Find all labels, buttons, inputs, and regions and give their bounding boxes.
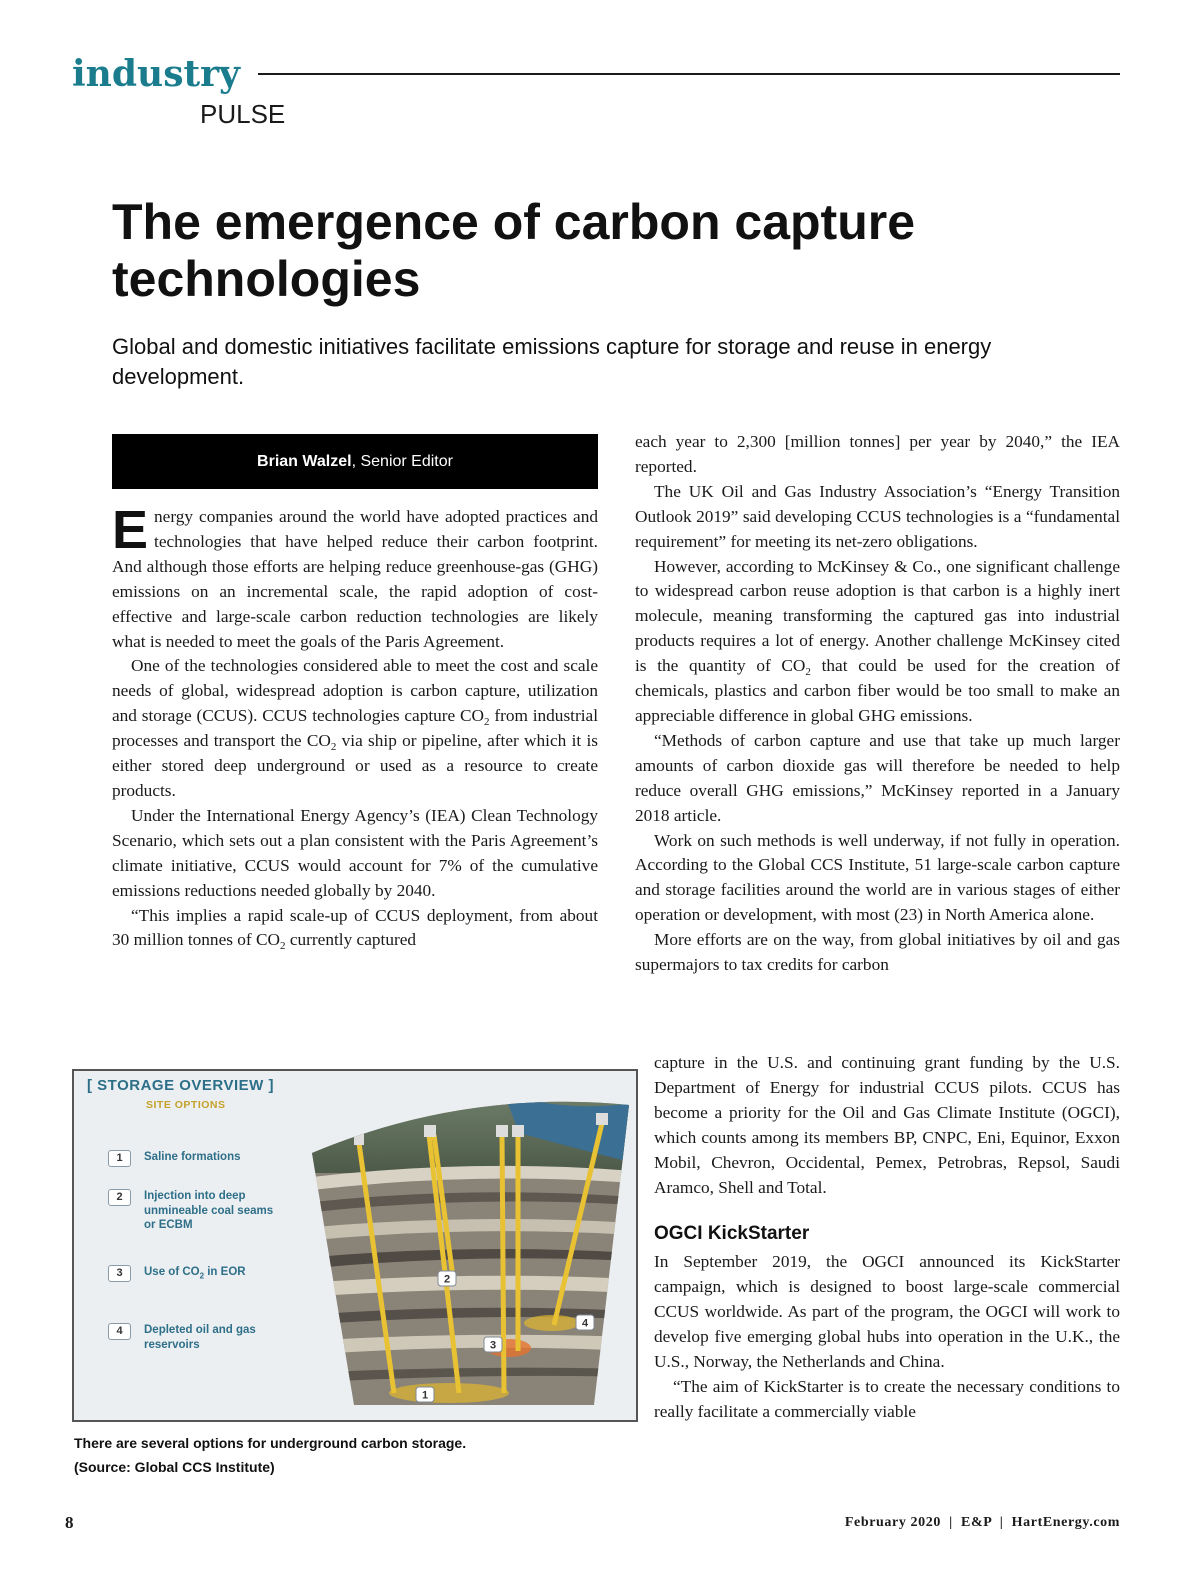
byline-role: , Senior Editor	[351, 452, 453, 470]
paragraph-2: One of the technologies considered able to meet the cost and scale needs of global, widespread adoption is carbon capture, utilization and storage (CCUS). CCUS technologies capture $CO_2$ from industrial processes and transport the $CO_2$ via ship or pipeline, after which it is either stored deep underground or used as a resource to create products.	[112, 656, 598, 800]
subhead-ogci-kickstarter: OGCI KickStarter	[654, 1223, 810, 1245]
geology-cross-section-illustration	[304, 1093, 634, 1418]
paragraph-5: The UK Oil and Gas Industry Association’s “Energy Transition Outlook 2019” said developing CCUS technologies is a “fundamental requirement” for meeting its net-zero obligations.	[635, 481, 1120, 551]
byline-name: Brian Walzel	[257, 452, 352, 470]
paragraph-1: Energy companies around the world have adopted practices and technologies that have helped reduce their carbon footprint. And although those efforts are helping reduce greenhouse-gas (GHG) emissions on an incremental scale, the rapid adoption of cost-effective and large-scale carbon reduction technologies are likely what is needed to meet the goals of the Paris Agreement.	[112, 500, 598, 651]
figure-item-label: Injection into deep unmineable coal seams or ECBM	[144, 1190, 274, 1231]
drop-cap: E	[112, 500, 149, 560]
figure-title: [ STORAGE OVERVIEW ]	[87, 1077, 274, 1094]
figure-item-number: 1	[108, 1150, 131, 1167]
byline-bar	[112, 434, 598, 489]
figure-marker-4-label: 4	[581, 1317, 589, 1330]
paragraph-4-continued: each year to 2,300 [million tonnes] per year by 2040,” the IEA reported.	[635, 432, 1120, 476]
figure-item-label: Depleted oil and gas reservoirs	[144, 1324, 256, 1351]
paragraph-10: In September 2019, the OGCI announced its KickStarter campaign, which is designed to boost large-scale commercial CCUS worldwide. As part of the program, the OGCI will work to develop five emerging global hubs into operation in the U.K., the U.S., Norway, the Netherlands and China.	[654, 1252, 1120, 1372]
paragraph-11: “The aim of KickStarter is to create the necessary conditions to really facilitate a commercially viable	[654, 1376, 1120, 1421]
paragraph-9-start: More efforts are on the way, from global initiatives by oil and gas supermajors to tax credits for carbon	[635, 930, 1120, 975]
figure-item-label: Saline formations	[144, 1151, 241, 1163]
figure-caption	[74, 1431, 634, 1479]
section-title-pulse: PULSE	[200, 99, 286, 129]
paragraph-7: “Methods of carbon capture and use that take up much larger amounts of carbon dioxide gas will therefore be needed to help reduce overall GHG emissions,” McKinsey reported in a January 2018 article.	[635, 730, 1120, 825]
page-number: 8	[65, 1513, 74, 1532]
footer-publication: February 2020 | E&P | HartEnergy.com	[844, 1515, 1120, 1530]
paragraph-4: “This implies a rapid scale-up of CCUS deployment, from about 30 million tonnes of $CO_2$ currently captured	[112, 905, 598, 953]
paragraph-6: However, according to McKinsey & Co., one significant challenge to widespread carbon reuse adoption is that carbon is a highly inert molecule, meaning transforming the captured gas into industrial products requires a lot of energy. Another challenge McKinsey cited is the quantity of $CO_2$ that could be used for the creation of chemicals, plastics and carbon fiber would be too small to make an appreciable difference in global GHG emissions.	[635, 556, 1120, 725]
paragraph-9-continued: capture in the U.S. and continuing grant funding by the U.S. Department of Energy for industrial CCUS pilots. CCUS has become a priority for the Oil and Gas Climate Institute (OGCI), which counts among its members BP, CNPC, Eni, Equinor, Exxon Mobil, Chevron, Occidental, Pemex, Petrobras, Repsol, Saudi Aramco, Shell and Total.	[654, 1053, 1120, 1197]
section-rule	[258, 73, 1120, 75]
figure-caption-source: (Source: Global CCS Institute)	[74, 1459, 275, 1475]
figure-item-number: 2	[108, 1189, 131, 1206]
figure-caption-text: There are several options for underground carbon storage.	[74, 1435, 467, 1451]
column-right	[635, 430, 1120, 978]
figure-item-label: Use of $CO_2$ in EOR	[144, 1266, 246, 1281]
headline: The emergence of carbon capture technologies	[112, 194, 916, 307]
storage-overview-figure	[72, 1069, 638, 1422]
figure-item-number: 3	[108, 1265, 131, 1282]
column-right-indented	[654, 1051, 1120, 1425]
figure-marker-1-label: 1	[421, 1389, 429, 1402]
section-title-industry: industry	[72, 53, 240, 95]
figure-subtitle: SITE OPTIONS	[146, 1099, 226, 1111]
paragraph-8: Work on such methods is well underway, if not fully in operation. According to the Global CCS Institute, 51 large-scale carbon capture and storage facilities around the world are in various stages of either operation or development, with most (23) in North America alone.	[635, 830, 1120, 925]
column-left	[112, 500, 598, 953]
figure-marker-2-label: 2	[443, 1273, 451, 1286]
paragraph-3: Under the International Energy Agency’s (IEA) Clean Technology Scenario, which sets out a plan consistent with the Paris Agreement’s climate initiative, CCUS would account for 7% of the cumulative emissions reductions needed globally by 2040.	[112, 805, 598, 900]
figure-item-number: 4	[108, 1323, 131, 1340]
deck: Global and domestic initiatives facilitate emissions capture for storage and reuse in energy development.	[112, 334, 992, 389]
figure-marker-3-label: 3	[489, 1339, 497, 1352]
